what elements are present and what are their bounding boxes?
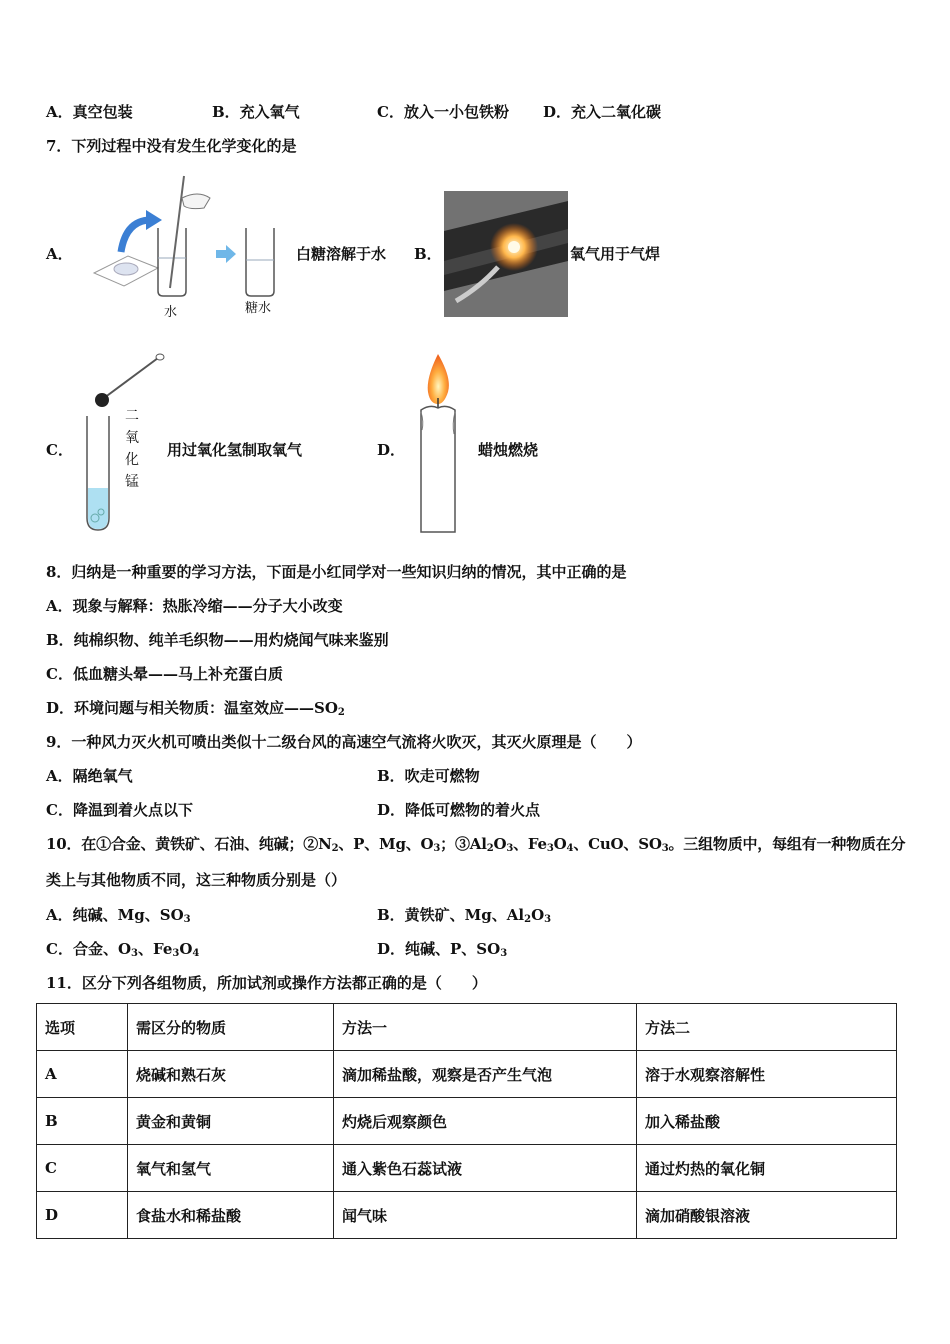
q9-option-a: A．隔绝氧气 [46,767,133,785]
table-cell: 闻气味 [334,1192,637,1239]
q6-option-c: C．放入一小包铁粉 [377,103,509,121]
q10-stem-line1: 10．在①合金、黄铁矿、石油、纯碱；$②N_2$、P、Mg、$O_3$；$③Al_2O_3$、$Fe_3O_4$、CuO、$SO_3$。三组物质中，每组有一种物质在分 [46,835,906,854]
table-row [37,1192,897,1239]
q10-option-a: A．纯碱、Mg、$SO_3$ [46,906,191,925]
q7-c-caption: 用过氧化氢制取氧气 [167,441,303,459]
candle-figure [412,350,472,535]
q6-option-d: D．充入二氧化碳 [543,103,662,121]
q7-d-label: D． [377,441,406,459]
q8-option-d-sub: 2 [337,707,345,718]
q8-option-a: A．现象与解释：热胀冷缩——分子大小改变 [46,597,343,615]
table-cell: 灼烧后观察颜色 [334,1098,637,1145]
q11-stem: 11．区分下列各组物质，所加试剂或操作方法都正确的是（ ） [46,974,487,992]
table-cell: A [37,1051,128,1098]
table-cell: D [37,1192,128,1239]
table-cell: 氧气和氢气 [128,1145,334,1192]
header-cell: 方法二 [637,1004,897,1051]
table-cell: B [37,1098,128,1145]
sugar-dissolving-figure [86,168,296,318]
header-cell: 方法一 [334,1004,637,1051]
table-cell: 烧碱和熟石灰 [128,1051,334,1098]
q9-stem: 9．一种风力灭火机可喷出类似十二级台风的高速空气流将火吹灭，其灭火原理是（ ） [46,733,642,751]
table-cell: 通过灼热的氧化铜 [637,1145,897,1192]
gas-welding-photo [444,191,568,317]
mno2-char-2: 氧 [125,430,139,446]
mno2-char-1: 二 [125,408,139,424]
q8-option-c: C．低血糖头晕——马上补充蛋白质 [46,665,283,683]
table-cell: 滴加稀盐酸，观察是否产生气泡 [334,1051,637,1098]
water-label: 水 [164,305,178,320]
sugar-water-label: 糖水 [245,301,272,316]
table-cell: C [37,1145,128,1192]
q8-stem: 8．归纳是一种重要的学习方法，下面是小红同学对一些知识归纳的情况，其中正确的是 [46,563,627,581]
q7-a-label: A． [46,245,73,263]
q7-c-label: C． [46,441,73,459]
q7-d-caption: 蜡烛燃烧 [478,441,539,459]
q10-option-c: C．合金、$O_3$、$Fe_3O_4$ [46,940,200,959]
table-header-row [37,1004,897,1051]
table-cell: 食盐水和稀盐酸 [128,1192,334,1239]
q9-option-d: D．降低可燃物的着火点 [377,801,541,819]
q7-a-caption: 白糖溶解于水 [296,245,387,263]
table-cell: 加入稀盐酸 [637,1098,897,1145]
mno2-char-4: 锰 [125,474,139,490]
header-cell: 需区分的物质 [128,1004,334,1051]
q10-option-d: D．纯碱、P、$SO_3$ [377,940,508,959]
q7-stem: 7．下列过程中没有发生化学变化的是 [46,137,297,155]
table-cell: 黄金和黄铜 [128,1098,334,1145]
q6-option-b: B．充入氧气 [212,103,300,121]
q8-option-d-text: D．环境问题与相关物质：温室效应——SO [46,699,338,717]
mno2-char-3: 化 [125,452,139,468]
q8-option-b: B．纯棉织物、纯羊毛织物——用灼烧闻气味来鉴别 [46,631,389,649]
table-row [37,1051,897,1098]
q11-table [36,1003,897,1239]
q7-b-label: B． [414,245,442,263]
q9-option-b: B．吹走可燃物 [377,767,480,785]
table-cell: 滴加硝酸银溶液 [637,1192,897,1239]
q6-option-a: A．真空包装 [46,103,133,121]
header-cell: 选项 [37,1004,128,1051]
table-row [37,1145,897,1192]
table-cell: 溶于水观察溶解性 [637,1051,897,1098]
q9-option-c: C．降温到着火点以下 [46,801,193,819]
q10-stem-line2: 类上与其他物质不同，这三种物质分别是（） [46,871,347,889]
table-row [37,1098,897,1145]
q7-b-caption: 氧气用于气焊 [570,245,661,263]
q10-option-b: B．黄铁矿、Mg、$Al_2O_3$ [377,906,552,925]
table-cell: 通入紫色石蕊试液 [334,1145,637,1192]
q8-option-d [46,698,345,718]
